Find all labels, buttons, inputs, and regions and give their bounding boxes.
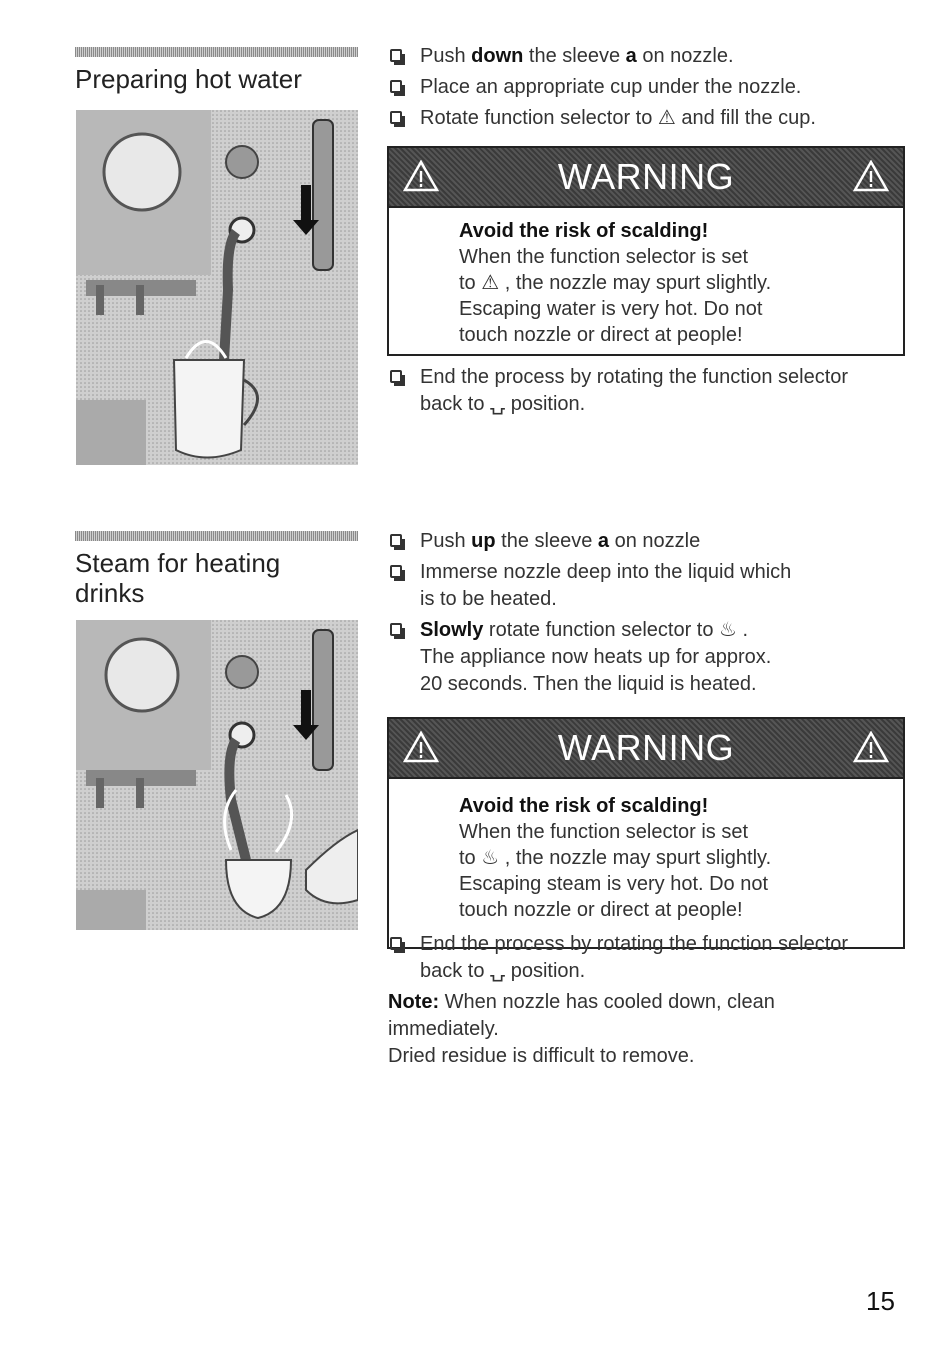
note-label: Note:: [388, 991, 440, 1013]
warning-line: touch nozzle or direct at people!: [459, 324, 743, 346]
section-heading: Steam for heating drinks: [75, 548, 281, 608]
warning-triangle-icon: [853, 160, 889, 192]
warning-line: When the function selector is set: [459, 821, 749, 843]
step-push-up: Push up the sleeve a on nozzle: [386, 528, 906, 555]
warning-body: [389, 208, 903, 348]
step-place-cup: Place an appropriate cup under the nozzle.: [386, 74, 886, 101]
warning-triangle-icon: [853, 731, 889, 763]
checkbox-icon: [390, 623, 402, 636]
warning-header: [389, 148, 903, 208]
checkbox-icon: [390, 80, 402, 93]
step-end-process: End the process by rotating the function selector back to ⍽ position.: [386, 364, 926, 418]
step-immerse-nozzle: Immerse nozzle deep into the liquid which is to be heated.: [386, 559, 906, 613]
step-end-process: End the process by rotating the function selector back to ⍽ position.: [386, 931, 926, 985]
warning-line: touch nozzle or direct at people!: [459, 899, 743, 921]
warning-line: Escaping steam is very hot. Do not: [459, 873, 769, 895]
warning-lead: Avoid the risk of scalding!: [459, 795, 709, 817]
page-number: 15: [866, 1286, 895, 1316]
note-paragraph: Note: When nozzle has cooled down, clean immediately. Dried residue is difficult to remove.: [388, 991, 775, 1067]
section-rule: [75, 531, 358, 541]
step-push-down: Push down the sleeve a on nozzle.: [386, 43, 886, 70]
warning-line: to ♨ , the nozzle may spurt slightly.: [459, 847, 772, 869]
warning-line: When the function selector is set: [459, 246, 749, 268]
checkbox-icon: [390, 937, 402, 950]
warning-box: [387, 717, 905, 949]
checkbox-icon: [390, 370, 402, 383]
section-rule: [75, 47, 358, 57]
step-rotate-selector: Rotate function selector to ⚠ and fill the cup.: [386, 105, 886, 132]
step-slowly-rotate: Slowly rotate function selector to ♨ . The appliance now heats up for approx. 20 seconds. Then the liquid is heated.: [386, 617, 906, 698]
checkbox-icon: [390, 534, 402, 547]
warning-line: Escaping water is very hot. Do not: [459, 298, 763, 320]
warning-body: [389, 779, 903, 923]
checkbox-icon: [390, 111, 402, 124]
warning-line: to ⚠ , the nozzle may spurt slightly.: [459, 272, 772, 294]
checkbox-icon: [390, 565, 402, 578]
warning-lead: Avoid the risk of scalding!: [459, 220, 709, 242]
warning-title: WARNING: [557, 156, 735, 197]
steam-illustration: [76, 620, 358, 930]
warning-box: [387, 146, 905, 356]
warning-header: [389, 719, 903, 779]
warning-title: WARNING: [557, 727, 735, 768]
checkbox-icon: [390, 49, 402, 62]
hot-water-illustration: [76, 110, 358, 465]
section-heading: Preparing hot water: [75, 64, 302, 94]
